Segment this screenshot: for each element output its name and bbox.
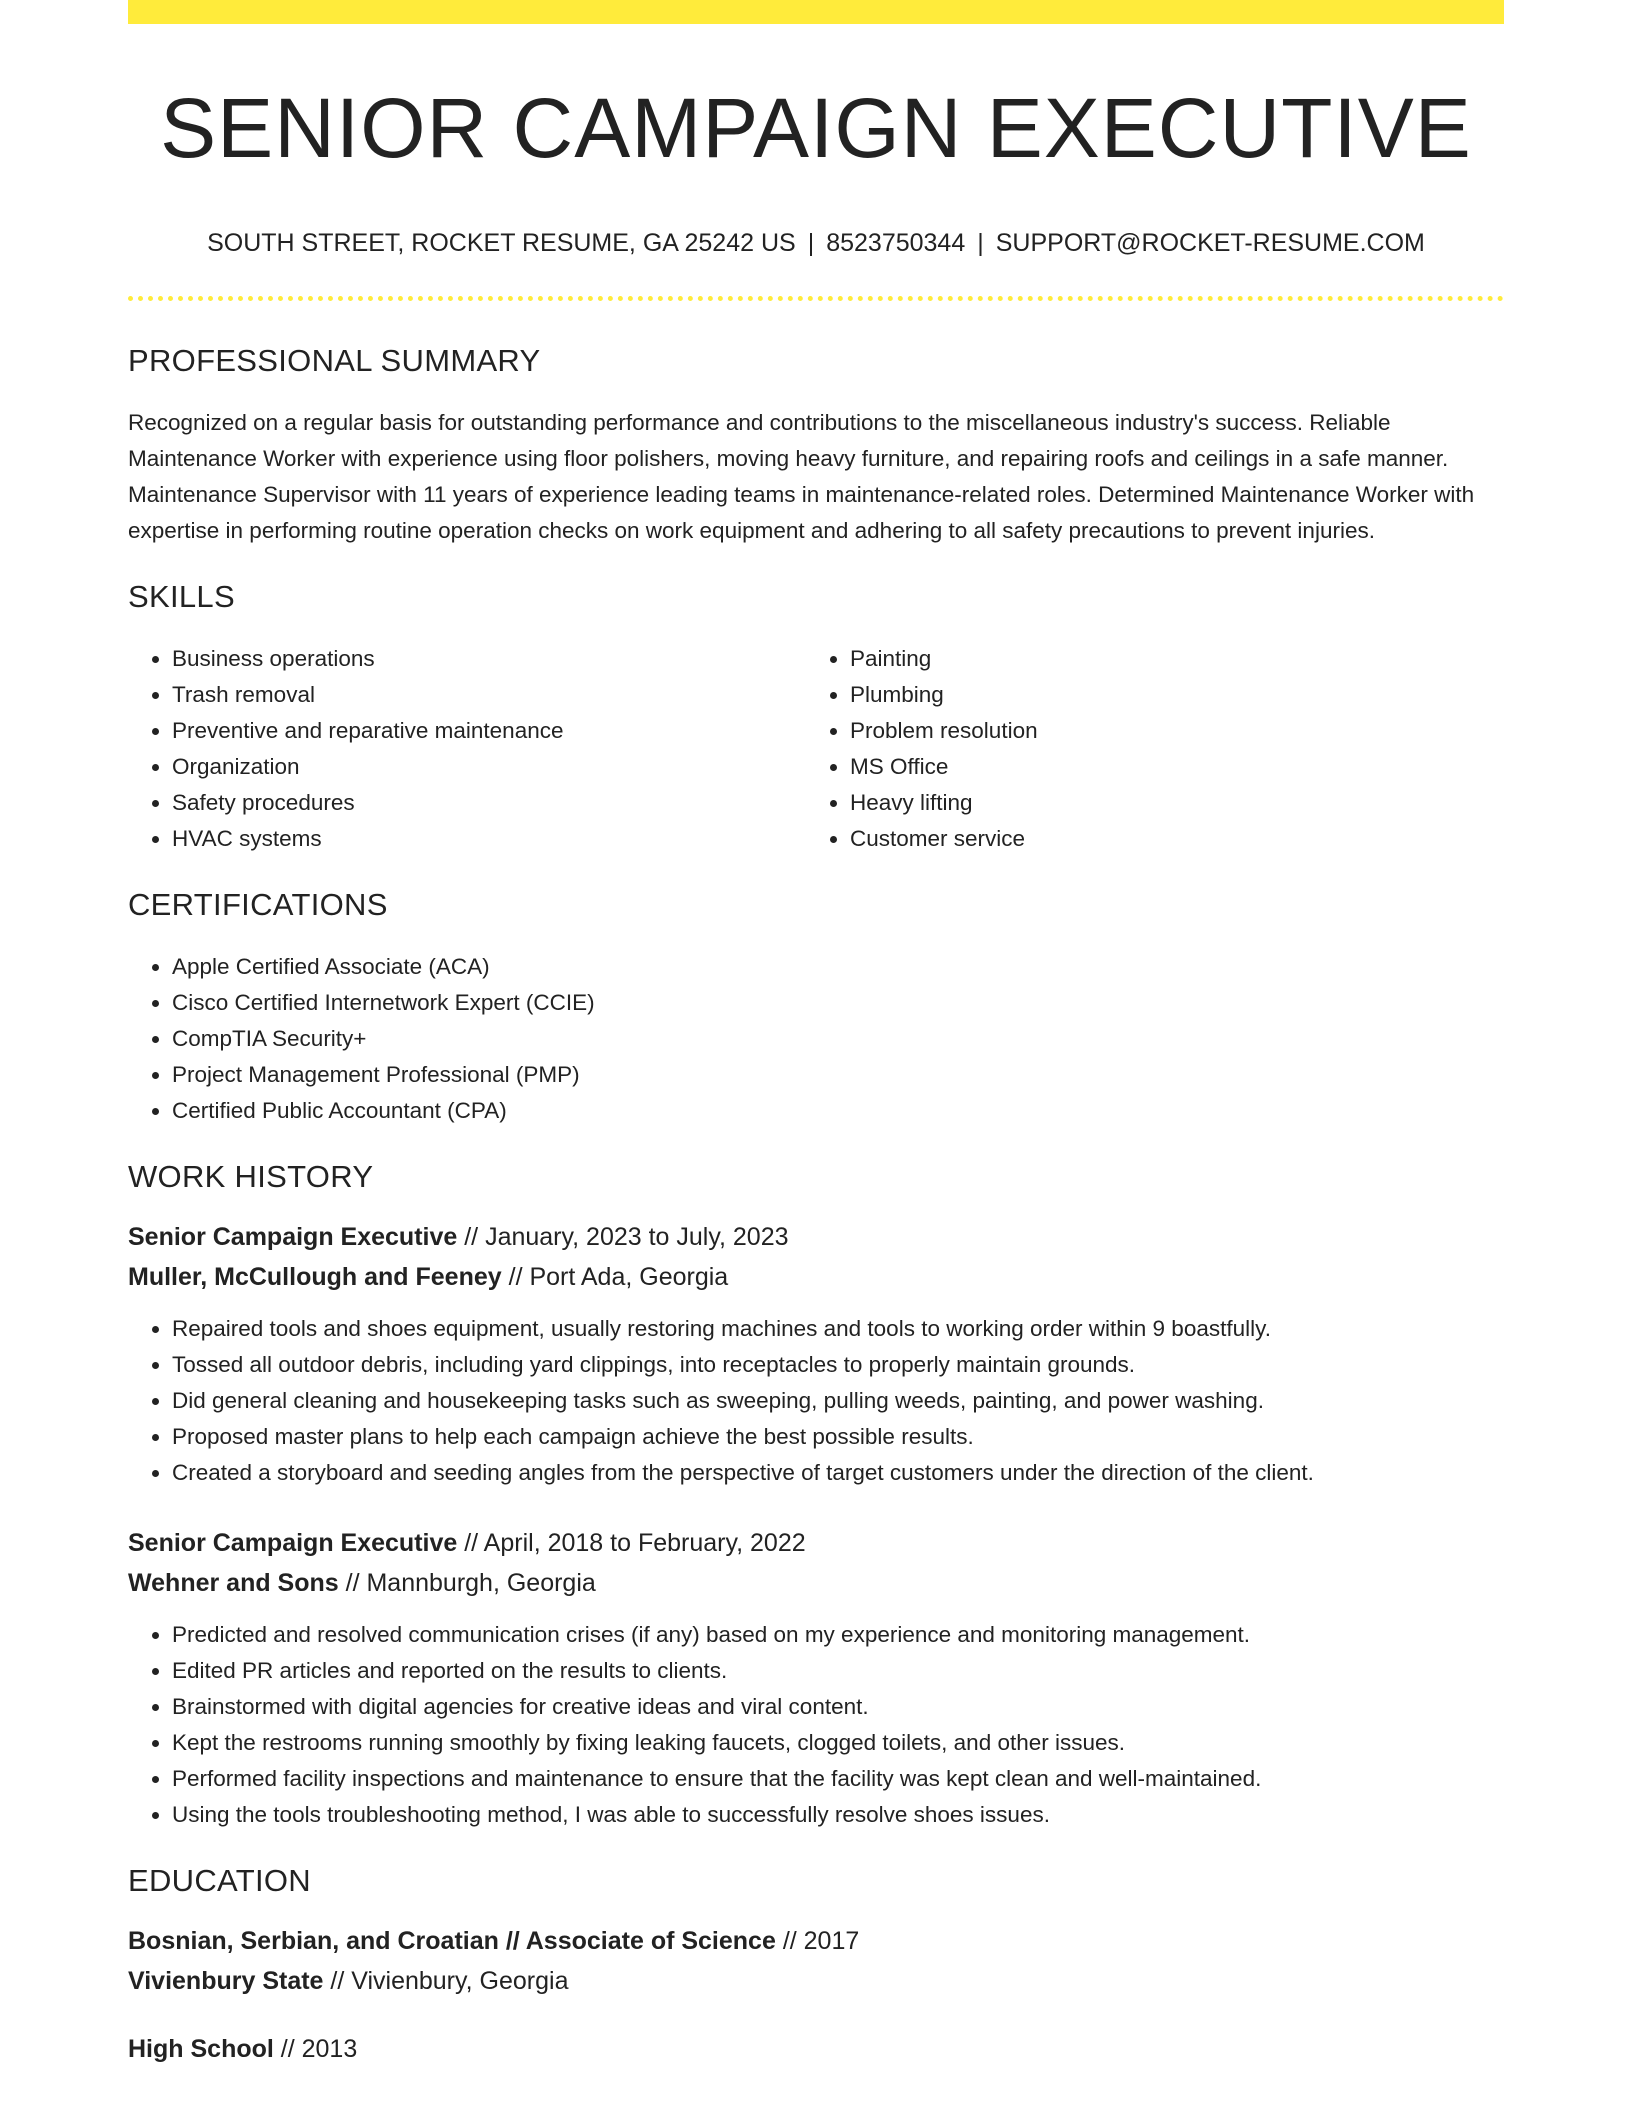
section-title-certifications: CERTIFICATIONS — [128, 887, 388, 923]
job-role-line — [128, 1217, 1504, 1257]
job-role: Senior Campaign Executive — [128, 1223, 458, 1252]
skills-column-right — [806, 641, 1484, 857]
education-school-line — [128, 1961, 1504, 2001]
job-entry — [128, 1217, 1504, 1491]
section-title-work-history: WORK HISTORY — [128, 1159, 374, 1195]
certification-item: • Project Management Professional (PMP) — [172, 1057, 1504, 1093]
resume-page — [128, 0, 1504, 2069]
job-location: // Port Ada, Georgia — [501, 1263, 729, 1292]
skill-item: • Plumbing — [850, 677, 1484, 713]
certification-item: • CompTIA Security+ — [172, 1021, 1504, 1057]
skill-item: • Safety procedures — [172, 785, 806, 821]
resume-name: SENIOR CAMPAIGN EXECUTIVE — [160, 81, 1472, 175]
job-dates: // January, 2023 to July, 2023 — [457, 1223, 789, 1252]
job-bullet: • Did general cleaning and housekeeping tasks such as sweeping, pulling weeds, painting, and power washing. — [172, 1383, 1504, 1419]
job-bullet: • Repaired tools and shoes equipment, usually restoring machines and tools to working order within 9 boastfully. — [172, 1311, 1504, 1347]
section-title-education: EDUCATION — [128, 1863, 311, 1899]
job-bullet: • Brainstormed with digital agencies for creative ideas and viral content. — [172, 1689, 1504, 1725]
education-school: Vivienbury State — [128, 1967, 324, 1996]
job-dates: // April, 2018 to February, 2022 — [457, 1529, 806, 1558]
skills-list-left — [128, 641, 806, 857]
job-bullet: • Created a storyboard and seeding angles from the perspective of target customers under the direction of the client. — [172, 1455, 1504, 1491]
skill-item: • Preventive and reparative maintenance — [172, 713, 806, 749]
job-entry — [128, 1523, 1504, 1833]
contact-address: SOUTH STREET, ROCKET RESUME, GA 25242 US — [207, 229, 796, 258]
job-bullet: • Tossed all outdoor debris, including yard clippings, into receptacles to properly maintain grounds. — [172, 1347, 1504, 1383]
contact-email[interactable]: SUPPORT@ROCKET-RESUME.COM — [995, 229, 1425, 258]
skills-column-left — [128, 641, 806, 857]
job-location: // Mannburgh, Georgia — [338, 1569, 596, 1598]
skill-item: • Painting — [850, 641, 1484, 677]
education-year: // 2013 — [273, 2035, 358, 2064]
job-bullet: • Predicted and resolved communication crises (if any) based on my experience and monitoring management. — [172, 1617, 1504, 1653]
section-title-skills: SKILLS — [128, 579, 235, 615]
education-degree-line — [128, 2029, 1504, 2069]
job-company: Wehner and Sons — [128, 1569, 339, 1598]
accent-bar — [128, 0, 1504, 24]
skill-item: • Problem resolution — [850, 713, 1484, 749]
job-bullets — [128, 1617, 1504, 1833]
header-divider — [128, 296, 1504, 301]
education-entry — [128, 2029, 1504, 2069]
certification-item: • Cisco Certified Internetwork Expert (CCIE) — [172, 985, 1504, 1021]
certification-item: • Apple Certified Associate (ACA) — [172, 949, 1504, 985]
job-role-line — [128, 1523, 1504, 1563]
education-degree-line — [128, 1921, 1504, 1961]
education-entry — [128, 1921, 1504, 2001]
job-bullet: • Kept the restrooms running smoothly by fixing leaking faucets, clogged toilets, and other issues. — [172, 1725, 1504, 1761]
skill-item: • Customer service — [850, 821, 1484, 857]
skill-item: • Business operations — [172, 641, 806, 677]
job-company-line — [128, 1257, 1504, 1297]
contact-separator: | — [977, 229, 984, 258]
skill-item: • MS Office — [850, 749, 1484, 785]
certification-item: • Certified Public Accountant (CPA) — [172, 1093, 1504, 1129]
job-role: Senior Campaign Executive — [128, 1529, 458, 1558]
job-company: Muller, McCullough and Feeney — [128, 1263, 502, 1292]
skill-item: • Trash removal — [172, 677, 806, 713]
skill-item: • HVAC systems — [172, 821, 806, 857]
skill-item: • Organization — [172, 749, 806, 785]
skills-list-right — [806, 641, 1484, 857]
job-bullet: • Using the tools troubleshooting method, I was able to successfully resolve shoes issues. — [172, 1797, 1504, 1833]
skill-item: • Heavy lifting — [850, 785, 1484, 821]
job-company-line — [128, 1563, 1504, 1603]
section-title-summary: PROFESSIONAL SUMMARY — [128, 343, 541, 379]
job-bullets — [128, 1311, 1504, 1491]
job-bullet: • Edited PR articles and reported on the results to clients. — [172, 1653, 1504, 1689]
education-location: // Vivienbury, Georgia — [323, 1967, 569, 1996]
education-degree: High School — [128, 2035, 274, 2064]
contact-phone: 8523750344 — [826, 229, 966, 258]
job-bullet: • Proposed master plans to help each campaign achieve the best possible results. — [172, 1419, 1504, 1455]
contact-separator: | — [807, 229, 815, 258]
job-bullet: • Performed facility inspections and maintenance to ensure that the facility was kept clean and well-maintained. — [172, 1761, 1504, 1797]
education-degree: Bosnian, Serbian, and Croatian // Associate of Science — [128, 1927, 776, 1956]
certifications-list — [128, 949, 1504, 1129]
contact-line — [128, 228, 1504, 258]
skills-grid — [128, 641, 1504, 857]
summary-text: Recognized on a regular basis for outstanding performance and contributions to the miscellaneous industry's success. Reliable Maintenance Worker with experience using floor polishers, moving heavy furniture, and repairing roofs and ceilings in a safe manner. Maintenance Supervisor with 11 years of experience leading teams in maintenance-related roles. Determined Maintenance Worker with expertise in performing routine operation checks on work equipment and adhering to all safety precautions to prevent injuries. — [128, 410, 1475, 544]
education-year: // 2017 — [775, 1927, 860, 1956]
